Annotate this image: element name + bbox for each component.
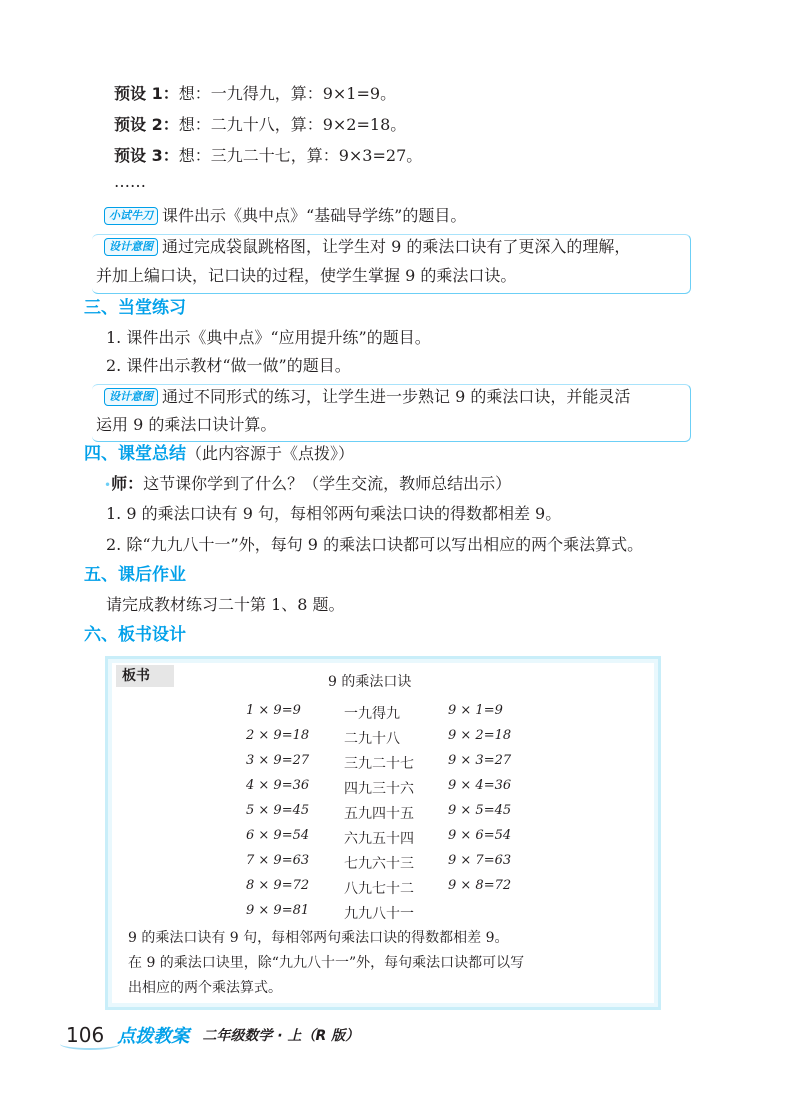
board-label: 板书 (116, 665, 174, 687)
blackboard-design (105, 656, 661, 1010)
page-footer (66, 1022, 359, 1052)
design-intent-2-line2: 运用 9 的乘法口诀计算。 (96, 415, 277, 434)
section-4-source-note: （此内容源于《点拨》） (186, 444, 355, 463)
design-intent-tag-2: 设计意图 (104, 388, 158, 406)
board-middle-row: 三九二十七 (344, 756, 414, 772)
bullet-dot-icon: • (104, 478, 112, 492)
ellipsis: …… (114, 172, 146, 191)
preset-3: 预设 3：想：三九二十七，算：9×3=27。 (114, 146, 423, 165)
board-right-row: 9 × 3=27 (448, 753, 512, 768)
board-summary-3: 出相应的两个乘法算式。 (128, 980, 282, 996)
page-number: 106 (66, 1023, 105, 1047)
brand-logo: 点拨教案 (117, 1026, 190, 1047)
section-4-item-2: 2. 除“九九八十一”外，每句 9 的乘法口诀都可以写出相应的两个乘法算式。 (106, 535, 644, 554)
board-right-row: 9 × 1=9 (448, 703, 503, 718)
board-middle-row: 八九七十二 (344, 881, 414, 897)
board-right-row: 9 × 5=45 (448, 803, 512, 818)
board-left-row: 9 × 9=81 (246, 903, 310, 918)
board-left-row: 3 × 9=27 (246, 753, 310, 768)
board-left-row: 1 × 9=9 (246, 703, 301, 718)
try-it-line: 小试牛刀 课件出示《典中点》“基础导学练”的题目。 (104, 204, 466, 228)
design-intent-1-line1: 设计意图 通过完成袋鼠跳格图，让学生对 9 的乘法口诀有了更深入的理解， (104, 235, 630, 259)
board-middle-row: 七九六十三 (344, 856, 414, 872)
preset-2: 预设 2：想：二九十八，算：9×2=18。 (114, 115, 407, 134)
board-middle-row: 六九五十四 (344, 831, 414, 847)
teacher-line: •师：这节课你学到了什么？（学生交流，教师总结出示） (104, 474, 512, 493)
section-6-heading: 六、板书设计 (84, 625, 186, 645)
swoosh-decoration-icon (60, 1038, 120, 1050)
try-it-tag: 小试牛刀 (104, 207, 158, 225)
board-left-row: 7 × 9=63 (246, 853, 310, 868)
board-right-row: 9 × 7=63 (448, 853, 512, 868)
grade-label: 二年级数学 · 上（R 版） (202, 1028, 360, 1044)
section-3-item-1: 1. 课件出示《典中点》“应用提升练”的题目。 (106, 328, 431, 347)
board-right-row: 9 × 6=54 (448, 828, 512, 843)
design-intent-1-line2: 并加上编口诀，记口诀的过程，使学生掌握 9 的乘法口诀。 (96, 266, 517, 285)
board-middle-row: 二九十八 (344, 731, 400, 747)
board-middle-row: 九九八十一 (344, 906, 414, 922)
homework-text: 请完成教材练习二十第 1、8 题。 (106, 595, 345, 614)
board-left-row: 2 × 9=18 (246, 728, 310, 743)
design-intent-2-line1: 设计意图 通过不同形式的练习，让学生进一步熟记 9 的乘法口诀，并能灵活 (104, 385, 630, 409)
board-middle-row: 一九得九 (344, 706, 400, 722)
board-right-row: 9 × 2=18 (448, 728, 512, 743)
section-3-item-2: 2. 课件出示教材“做一做”的题目。 (106, 356, 351, 375)
board-right-row: 9 × 4=36 (448, 778, 512, 793)
board-title: 9 的乘法口诀 (328, 674, 412, 690)
section-3-heading: 三、当堂练习 (84, 298, 186, 318)
section-4-heading: 四、课堂总结（此内容源于《点拨》） (84, 444, 355, 464)
board-summary-1: 9 的乘法口诀有 9 句，每相邻两句乘法口诀的得数都相差 9。 (128, 930, 509, 946)
section-5-heading: 五、课后作业 (84, 565, 186, 585)
board-right-row: 9 × 8=72 (448, 878, 512, 893)
design-intent-tag: 设计意图 (104, 238, 158, 256)
board-summary-2: 在 9 的乘法口诀里，除“九九八十一”外，每句乘法口诀都可以写 (128, 955, 525, 971)
board-left-row: 5 × 9=45 (246, 803, 310, 818)
board-left-row: 8 × 9=72 (246, 878, 310, 893)
board-middle-row: 四九三十六 (344, 781, 414, 797)
board-left-row: 6 × 9=54 (246, 828, 310, 843)
preset-1: 预设 1：想：一九得九，算：9×1=9。 (114, 84, 397, 103)
section-4-item-1: 1. 9 的乘法口诀有 9 句，每相邻两句乘法口诀的得数都相差 9。 (106, 504, 562, 523)
board-middle-row: 五九四十五 (344, 806, 414, 822)
board-left-row: 4 × 9=36 (246, 778, 310, 793)
